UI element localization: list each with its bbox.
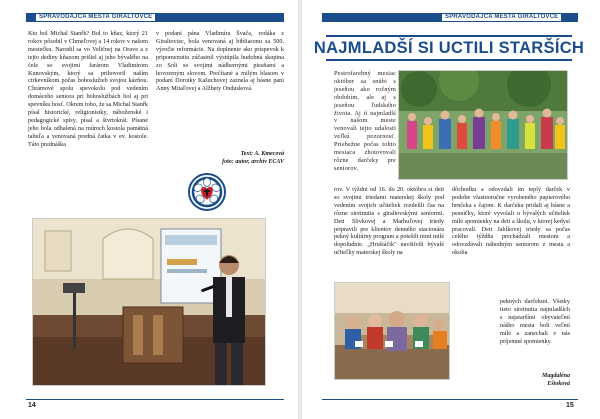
page-number: 15	[566, 402, 574, 409]
article-text: pekných darčekmi. Všetky tieto stretnutia najmladších s najstaršími obyvateľmi nášho mesta boli veľmi milé a zanechali v nás príjemné spomienky.	[500, 298, 570, 345]
lutheran-rose-logo	[188, 173, 226, 211]
header-title: SPRAVODAJCA MESTA GIRALTOVCE	[36, 14, 155, 21]
article-text: dôchodku a odovzdali im teplý darček v podobe vlastnoručne vyrobeného papierového hrnčeka s čajom. K darčeku pridali aj básne a pesničky, ktoré vyvolali u bývalých učiteliek milé spomienky na deti a školu, v ktorej kedysi pracovali. Deti Jablkovej triedy sa počas celého týždňa prechádzali mestom a odovzdávali náhodným seniorom z mesta a okolia	[452, 186, 570, 257]
article-right-column	[452, 186, 570, 296]
photo-credit	[156, 150, 284, 166]
author-first-name: Magdaléna	[541, 373, 570, 379]
credit-author: Text: A. Kmecová	[240, 151, 284, 157]
left-page	[0, 0, 298, 419]
credit-photo: foto: autor, archív ECAV	[222, 159, 284, 165]
author-last-name: Eštoková	[547, 381, 570, 387]
classroom-photo	[334, 282, 450, 380]
page-number: 14	[28, 402, 36, 409]
lecture-photo	[32, 218, 266, 386]
article-intro-column	[334, 70, 396, 184]
article-title-banner	[313, 35, 585, 61]
footer-rule	[322, 399, 578, 400]
article-text: Kto bol Michal Stanřk? Bol to kňaz, ktorý 21 rokov pôsobil v Chmeľovej a 14 rokov v našom mestečku. Narodil sa vo Veličnej na Orave a z tejto dediny kňazom prišiel aj jeho bývalého na čele so svojimi farárom Vladimírom Kunovským, ktorý sa prihovoril naším cirkevníkom počas bohoslužieb svojou kázňou. Chrámové spolu spevokolu pod vedením domáceho seniora pri bohoslužbách bol aj pri spevníku hosť. Okrem toho, že sa Michal Stanřk písal historické, religionistky, náboženské i pedagogické spisy, písal a štvrtokrát. Písané jeho bola odhalená na múroch kostola pamätná tabuľa a venovaná predná čatka v ev. kostole. Táto prednáška	[28, 30, 148, 148]
article-closing-column	[500, 298, 570, 370]
children-seniors-photo	[398, 70, 568, 180]
article-column-2	[156, 30, 284, 142]
header-title: SPRAVODAJCA MESTA GIRALTOVCE	[442, 14, 561, 21]
article-text: Pestrofarebný mesiac október sa snúbi s jeseňou ako ročným obdobím, ale aj s jeseňou ľudského života. Aj tí najmladší v našom meste venovali tejto udalosti veľkú pozornosť. Priebežne počas tohto mesiaca zhotovovali rôzne darčeky pre seniorov.	[334, 70, 396, 172]
article-text: rov. V týždni od 16. do 20. októbra si deti so svojimi triedami materskej školy pod vedením svojich učiteliek rozdelili čas na rôzne stretnutia s giraltovskými seniormi. Deti Slivkovej a Marhuľovej triedy pripravili pre klientov denného stacionára pekný kultúrny program a potešili nimi milé dopoludnie. „Hrušiáčik" navštívili bývalé učiteľky materskej školy na	[334, 186, 444, 257]
article-title: NAJMLADŠÍ SI UCTILI STARŠÍCH	[313, 38, 585, 57]
footer-rule	[26, 399, 284, 400]
article-text: v podaní pána Vladimíra Švača, rodáka z Giraltoviec, bola venovaná aj bibliacenu sa 500. výročie reformácie. Na doplnenie ako príspevok k pripomenutiu zúčastnil výstúpila hudobná skupina zo Soli so svojimi nádhernými piesňami a hovoreným slovom. Prečítané a milým hlasom v podaní Dorotky Kašuchovej zaznela aj básne pani Anny Mitaľovej a Alžbety Ondusková.	[156, 30, 284, 93]
article-column-1	[28, 30, 148, 242]
article-author	[500, 372, 570, 388]
